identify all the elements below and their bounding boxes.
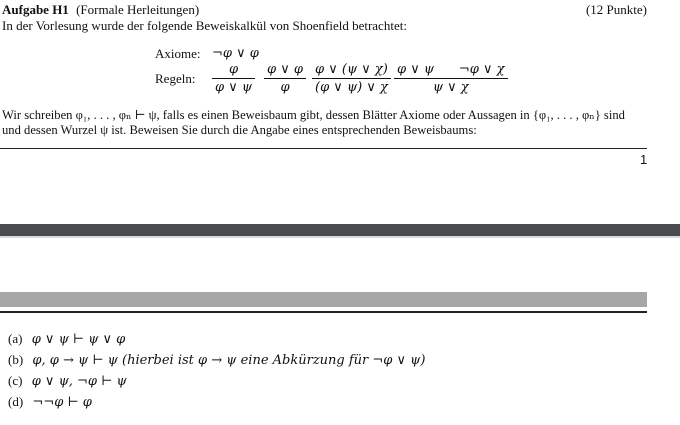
- section-rule-top: [0, 148, 647, 149]
- item-c: [8, 373, 127, 389]
- item-b-text: φ, φ → ψ ⊢ ψ (hierbei ist φ → ψ eine Abkürzung für ¬φ ∨ ψ): [32, 353, 426, 368]
- task-points: (12 Punkte): [585, 2, 647, 17]
- item-c-label: (c): [8, 373, 23, 388]
- item-b-label: (b): [8, 352, 24, 367]
- rule-associativity: [312, 62, 391, 95]
- grey-band: [0, 292, 647, 307]
- rules-label: Regeln:: [155, 71, 196, 86]
- task-title: [2, 2, 199, 18]
- paragraph-line-2: und dessen Wurzel ψ ist. Beweisen Sie durch die Angabe eines entsprechenden Beweisbaums:: [2, 123, 477, 137]
- item-c-text: φ ∨ ψ, ¬φ ⊢ ψ: [31, 374, 127, 389]
- rule-cut-conclusion: ψ ∨ χ: [432, 80, 469, 95]
- page-separator: [0, 224, 680, 236]
- rule-associativity-conclusion: (φ ∨ ψ) ∨ χ: [315, 80, 388, 95]
- rule-cut-premises: φ ∨ ψ ¬φ ∨ χ: [397, 62, 505, 77]
- page-separator-shadow: [0, 236, 680, 238]
- rule-contraction-premise: φ ∨ φ: [267, 62, 303, 77]
- rule-expansion-premise: φ: [228, 62, 239, 77]
- paragraph-line-1: Wir schreiben φ₁, . . . , φₙ ⊢ ψ, falls es einen Beweisbaum gibt, dessen Blätter Axiome oder Aussagen in {φ₁, . . . , φₙ} sind: [2, 108, 625, 122]
- item-a: [8, 331, 125, 347]
- rule-expansion: [212, 62, 255, 95]
- item-d: [8, 394, 92, 410]
- task-title-bold: Aufgabe H1: [2, 2, 69, 17]
- item-d-text: ¬¬φ ⊢ φ: [32, 395, 92, 410]
- item-d-label: (d): [8, 394, 24, 409]
- rule-associativity-premise: φ ∨ (ψ ∨ χ): [315, 62, 388, 77]
- rule-cut: [394, 62, 508, 95]
- axiom-label: Axiome:: [155, 46, 201, 61]
- rule-expansion-conclusion: φ ∨ ψ: [215, 80, 253, 95]
- rule-contraction-conclusion: φ: [280, 80, 290, 95]
- axiom-formula: ¬φ ∨ φ: [212, 46, 259, 61]
- item-a-text: φ ∨ ψ ⊢ ψ ∨ φ: [31, 332, 126, 347]
- page-number: 1: [640, 152, 648, 167]
- rule-contraction: [264, 62, 306, 95]
- item-b: [8, 352, 425, 368]
- item-a-label: (a): [8, 331, 23, 346]
- section-rule-bottom: [0, 311, 647, 313]
- intro-text: In der Vorlesung wurde der folgende Beweiskalkül von Shoenfield betrachtet:: [2, 18, 407, 33]
- task-title-subtitle: (Formale Herleitungen): [76, 2, 200, 17]
